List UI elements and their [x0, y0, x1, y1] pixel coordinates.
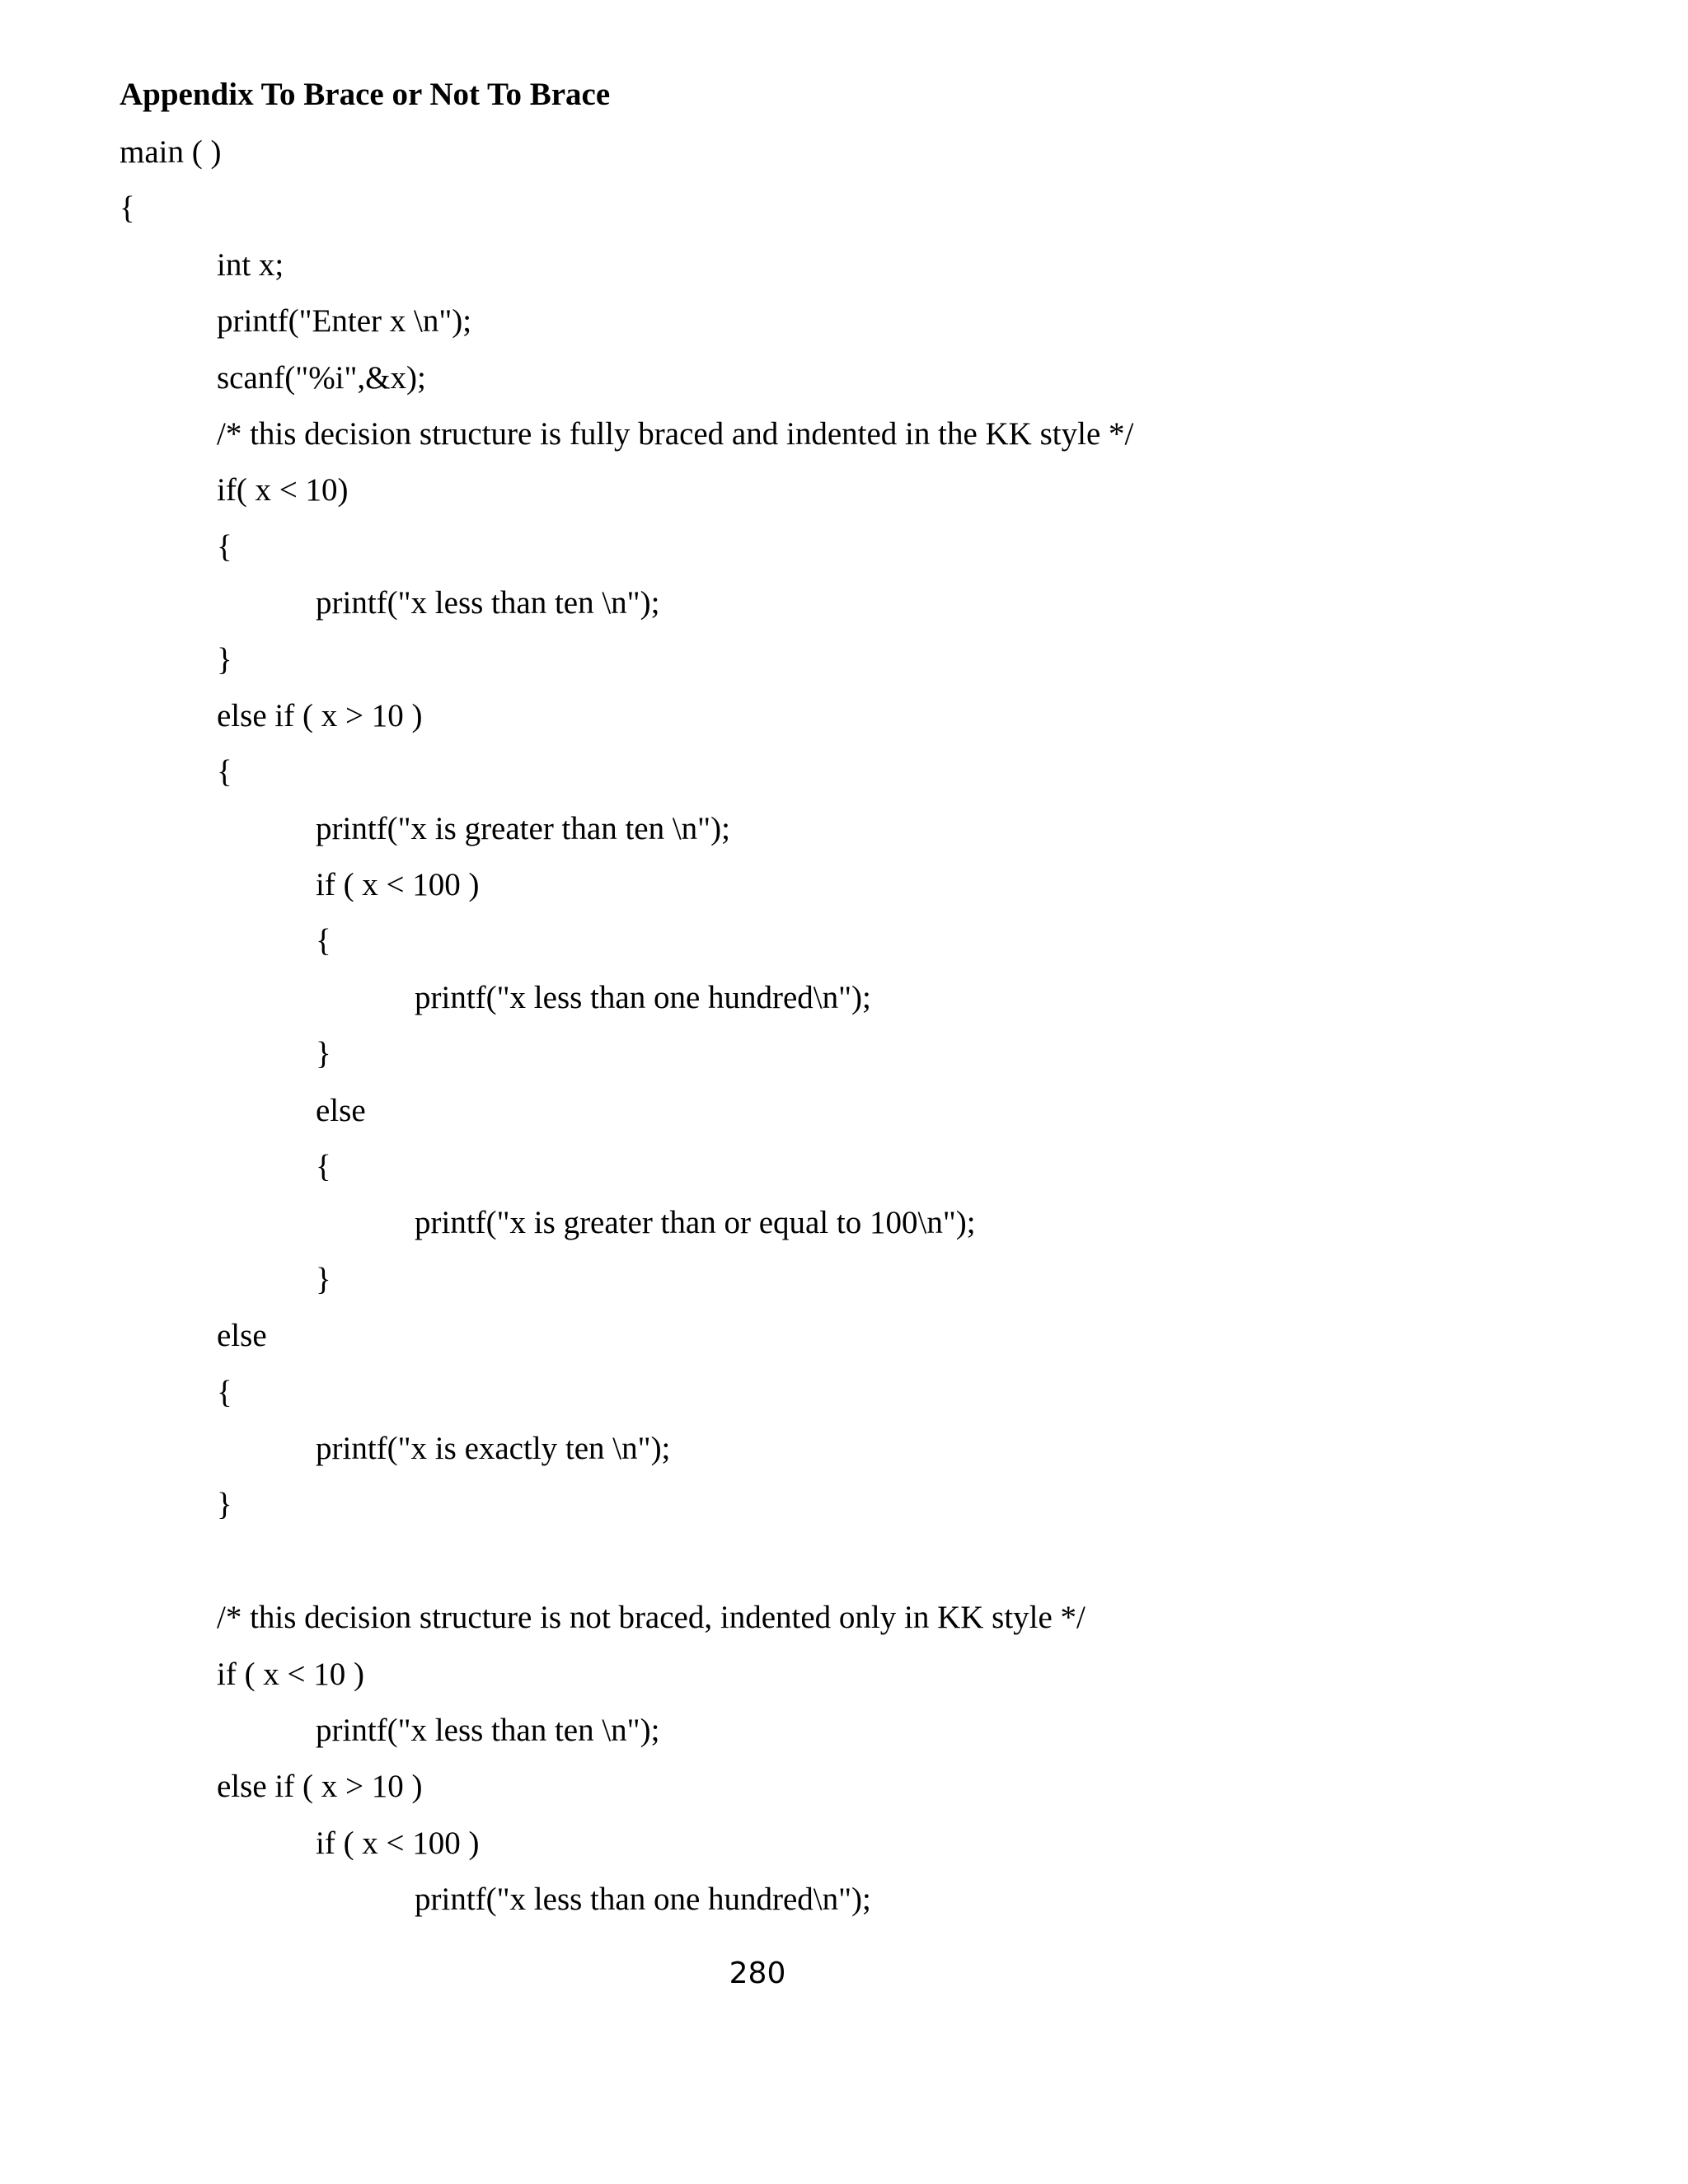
code-line: printf("x less than ten \n");	[316, 585, 660, 621]
code-line: printf("x is greater than ten \n");	[316, 810, 730, 846]
code-line: printf("Enter x \n");	[217, 303, 472, 340]
code-line: {	[217, 528, 232, 565]
code-line: }	[217, 1487, 232, 1523]
code-line: {	[316, 923, 331, 959]
code-line: }	[316, 1261, 331, 1297]
code-line: /* this decision structure is not braced, indented only in KK style */	[217, 1600, 1085, 1636]
code-line: printf("x less than ten \n");	[316, 1712, 660, 1748]
code-line: if ( x < 100 )	[316, 867, 480, 903]
code-line: else if ( x > 10 )	[217, 1769, 423, 1805]
code-line: else	[316, 1092, 366, 1128]
code-line: printf("x less than one hundred\n");	[415, 979, 871, 1015]
code-line: {	[316, 1149, 331, 1185]
code-line: main ( )	[120, 134, 222, 170]
code-line: }	[217, 641, 232, 677]
appendix-title: Appendix To Brace or Not To Brace	[120, 77, 611, 112]
page-number: 280	[729, 1957, 786, 1990]
code-line: else	[217, 1318, 267, 1354]
code-line	[120, 1541, 1133, 1597]
code-line: printf("x is exactly ten \n");	[316, 1430, 671, 1466]
code-line: {	[217, 1374, 232, 1410]
code-line: printf("x is greater than or equal to 100\n");	[415, 1205, 976, 1241]
code-line: if( x < 10)	[217, 472, 349, 509]
code-line: else if ( x > 10 )	[217, 697, 423, 733]
code-line: /* this decision structure is fully braced and indented in the KK style */	[217, 415, 1134, 452]
code-line: if ( x < 100 )	[316, 1825, 480, 1861]
code-line: }	[316, 1036, 331, 1072]
code-line: printf("x less than one hundred\n");	[415, 1882, 871, 1918]
code-line: {	[217, 754, 232, 790]
code-line: {	[120, 190, 135, 227]
code-line: if ( x < 10 )	[217, 1656, 365, 1692]
code-listing	[120, 132, 1133, 1936]
code-line: scanf("%i",&x);	[217, 359, 426, 396]
code-line: int x;	[217, 246, 284, 283]
